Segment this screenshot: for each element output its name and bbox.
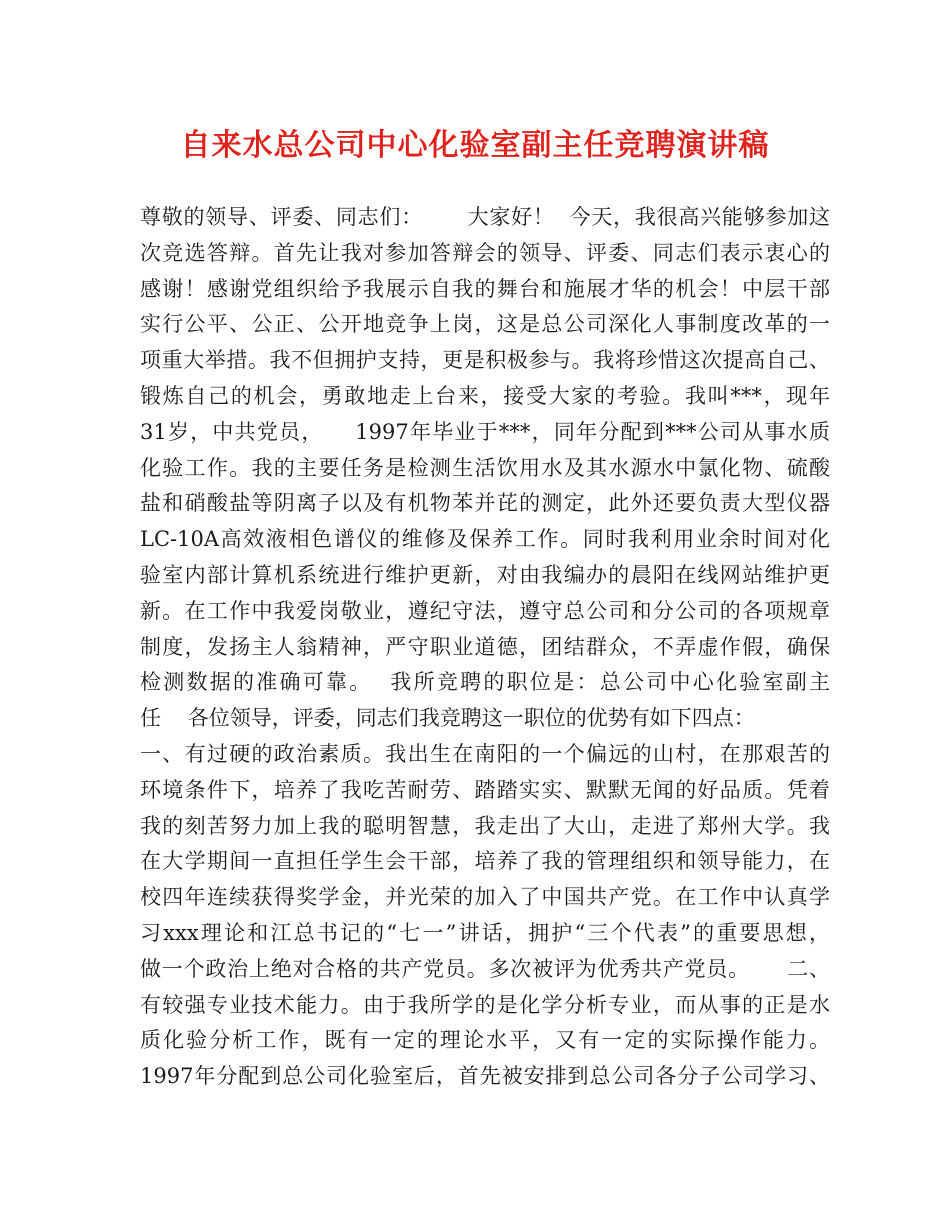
document-body [140,200,830,1095]
body-line: 检测数据的准确可靠。 我所竞聘的职位是：总公司中心化验室副主 [140,670,830,695]
body-line: 有较强专业技术能力。由于我所学的是化学分析专业，而从事的正是水 [140,992,830,1017]
body-line: 做一个政治上绝对合格的共产党员。多次被评为优秀共产党员。 二、 [140,956,830,981]
body-line: 制度，发扬主人翁精神，严守职业道德，团结群众，不弄虚作假，确保 [140,634,830,659]
body-line: 任 各位领导，评委，同志们我竞聘这一职位的优势有如下四点： [140,706,755,731]
document-title: 自来水总公司中心化验室副主任竞聘演讲稿 [180,128,770,163]
body-line: 我的刻苦努力加上我的聪明智慧，我走出了大山，走进了郑州大学。我 [140,813,830,838]
body-line: 实行公平、公正、公开地竞争上岗，这是总公司深化人事制度改革的一 [140,312,830,337]
body-line: 环境条件下，培养了我吃苦耐劳、踏踏实实、默默无闻的好品质。凭着 [140,777,830,802]
body-line: LC-10A高效液相色谱仪的维修及保养工作。同时我利用业余时间对化 [140,527,830,552]
body-line: 验室内部计算机系统进行维护更新，对由我编办的晨阳在线网站维护更 [140,562,830,587]
body-line: 锻炼自己的机会，勇敢地走上台来，接受大家的考验。我叫***，现年 [140,383,830,408]
body-line: 1997年分配到总公司化验室后，首先被安排到总公司各分子公司学习、 [140,1064,830,1089]
body-line: 一、有过硬的政治素质。我出生在南阳的一个偏远的山村，在那艰苦的 [140,741,830,766]
body-line: 感谢！感谢党组织给予我展示自我的舞台和施展才华的机会！中层干部 [140,276,830,301]
body-line: 盐和硝酸盐等阴离子以及有机物苯并芘的测定，此外还要负责大型仪器 [140,491,830,516]
body-line: 项重大举措。我不但拥护支持，更是积极参与。我将珍惜这次提高自己、 [140,348,830,373]
body-line: 31岁，中共党员， 1997年毕业于***，同年分配到***公司从事水质 [140,419,830,444]
body-line: 在大学期间一直担任学生会干部，培养了我的管理组织和领导能力，在 [140,849,830,874]
body-line: 习xxx理论和江总书记的“七一”讲话，拥护“三个代表”的重要思想， [140,920,830,945]
body-line: 新。在工作中我爱岗敬业，遵纪守法，遵守总公司和分公司的各项规章 [140,598,830,623]
body-line: 校四年连续获得奖学金，并光荣的加入了中国共产党。在工作中认真学 [140,885,830,910]
body-line: 化验工作。我的主要任务是检测生活饮用水及其水源水中氯化物、硫酸 [140,455,830,480]
body-line: 尊敬的领导、评委、同志们： 大家好！ 今天，我很高兴能够参加这 [140,205,830,229]
body-line: 质化验分析工作，既有一定的理论水平，又有一定的实际操作能力。 [140,1028,830,1053]
body-line: 次竞选答辩。首先让我对参加答辩会的领导、评委、同志们表示衷心的 [140,240,830,265]
